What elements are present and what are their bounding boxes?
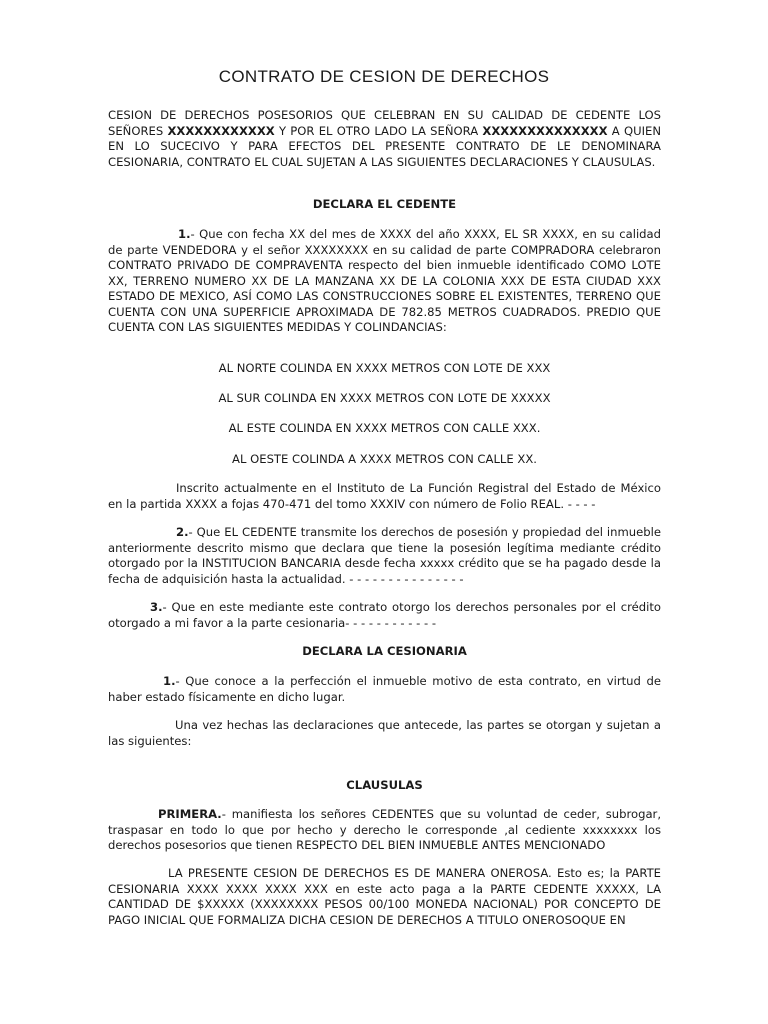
cesionaria-declaration-1 — [108, 674, 661, 705]
heading-declara-cedente: DECLARA EL CEDENTE — [312, 197, 457, 211]
declaration-text: - Que en este mediante este contrato otorgo los derechos personales por el crédito otorgado a mi favor a la parte cesionaria- - - - - - - - - - - - — [108, 600, 661, 630]
cedente-declaration-2 — [108, 525, 661, 587]
clause-text: - manifiesta los señores CEDENTES que su voluntad de ceder, subrogar, traspasar en todo lo que por hecho y derecho le corresponde ,al cediente xxxxxxxx los derechos posesorios que tienen RESPECTO DEL BIEN INMUEBLE ANTES MENCIONADO — [108, 807, 661, 852]
intro-text-3: A QUIEN EN LO SUCECIVO Y PARA EFECTOS DEL PRESENTE CONTRATO DE LE DENOMINARA CESIONARIA, CONTRATO EL CUAL SUJETAN A LAS SIGUIENTES DECLARACIONES Y CLAUSULAS. — [108, 123, 661, 169]
declaration-number: 2. — [176, 525, 189, 539]
declaration-text: - Que con fecha XX del mes de XXXX del año XXXX, EL SR XXXX, en su calidad de parte VENDEDORA y el señor XXXXXXXX en su calidad de parte COMPRADORA celebraron CONTRATO PRIVADO DE COMPRAVENTA respecto del bien inmueble identificado COMO LOTE XX, TERRENO NUMERO XX DE LA MANZANA XX DE LA COLONIA XXX DE ESTA CIUDAD XXX ESTADO DE MEXICO, ASÍ COMO LAS CONSTRUCCIONES SOBRE EL EXISTENTES, TERRENO QUE CUENTA CON UNA SUPERFICIE APROXIMADA DE 782.85 METROS CUADRADOS. PREDIO QUE CUENTA CON LAS SIGUIENTES MEDIDAS Y COLINDANCIAS: — [108, 227, 661, 334]
boundary-east: AL ESTE COLINDA EN XXXX METROS CON CALLE XXX. — [228, 421, 541, 435]
onerous-paragraph: LA PRESENTE CESION DE DERECHOS ES DE MANERA ONEROSA. Esto es; la PARTE CESIONARIA XXXX XXXX XXXX XXX en este acto paga a la PARTE CEDENTE XXXXX, LA CANTIDAD DE $XXXXX (XXXXXXXX PESOS 00/100 MONEDA NACIONAL) POR CONCEPTO DE PAGO INICIAL QUE FORMALIZA DICHA CESION DE DERECHOS A TITULO ONEROSOQUE EN — [108, 866, 661, 927]
intro-text-2: Y POR EL OTRO LADO LA SEÑORA — [274, 123, 483, 138]
cedente-declaration-3 — [108, 600, 661, 631]
declaration-text: - Que EL CEDENTE transmite los derechos de posesión y propiedad del inmueble anteriormente descrito mismo que declara que tiene la posesión legítima mediante crédito otorgado por la INSTITUCION BANCARIA desde fecha xxxxx crédito que se ha pagado desde la fecha de adquisición hasta la actualidad. - - - - - - - - - - - - - - - — [108, 525, 661, 586]
heading-clausulas: CLAUSULAS — [346, 778, 423, 792]
intro-paragraph — [108, 108, 661, 170]
clause-label: PRIMERA. — [158, 807, 222, 821]
boundary-west: AL OESTE COLINDA A XXXX METROS CON CALLE XX. — [232, 452, 537, 466]
registry-paragraph: Inscrito actualmente en el Instituto de La Función Registral del Estado de México en la partida XXXX a fojas 470-471 del tomo XXXIV con número de Folio REAL. - - - - — [108, 481, 661, 511]
boundary-north: AL NORTE COLINDA EN XXXX METROS CON LOTE DE XXX — [218, 361, 551, 375]
transition-paragraph: Una vez hechas las declaraciones que antecede, las partes se otorgan y sujetan a las siguientes: — [108, 718, 661, 748]
declaration-text: - Que conoce a la perfección el inmueble motivo de esta contrato, en virtud de haber estado físicamente en dicho lugar. — [108, 674, 661, 704]
cedente-declaration-1 — [108, 227, 661, 336]
clause-primera — [108, 807, 661, 854]
declaration-number: 3. — [150, 600, 163, 614]
declaration-number: 1. — [163, 674, 176, 688]
cedente-names: XXXXXXXXXXXX — [167, 123, 275, 138]
intro-text-1: CESION DE DERECHOS POSESORIOS QUE CELEBRAN EN SU CALIDAD DE CEDENTE LOS SEÑORES — [108, 108, 661, 138]
document-title: CONTRATO DE CESION DE DERECHOS — [218, 67, 550, 86]
boundary-south: AL SUR COLINDA EN XXXX METROS CON LOTE DE XXXXX — [218, 391, 551, 405]
declaration-number: 1. — [178, 227, 191, 241]
heading-declara-cesionaria: DECLARA LA CESIONARIA — [302, 644, 467, 658]
cesionaria-name: XXXXXXXXXXXXXX — [482, 123, 608, 138]
